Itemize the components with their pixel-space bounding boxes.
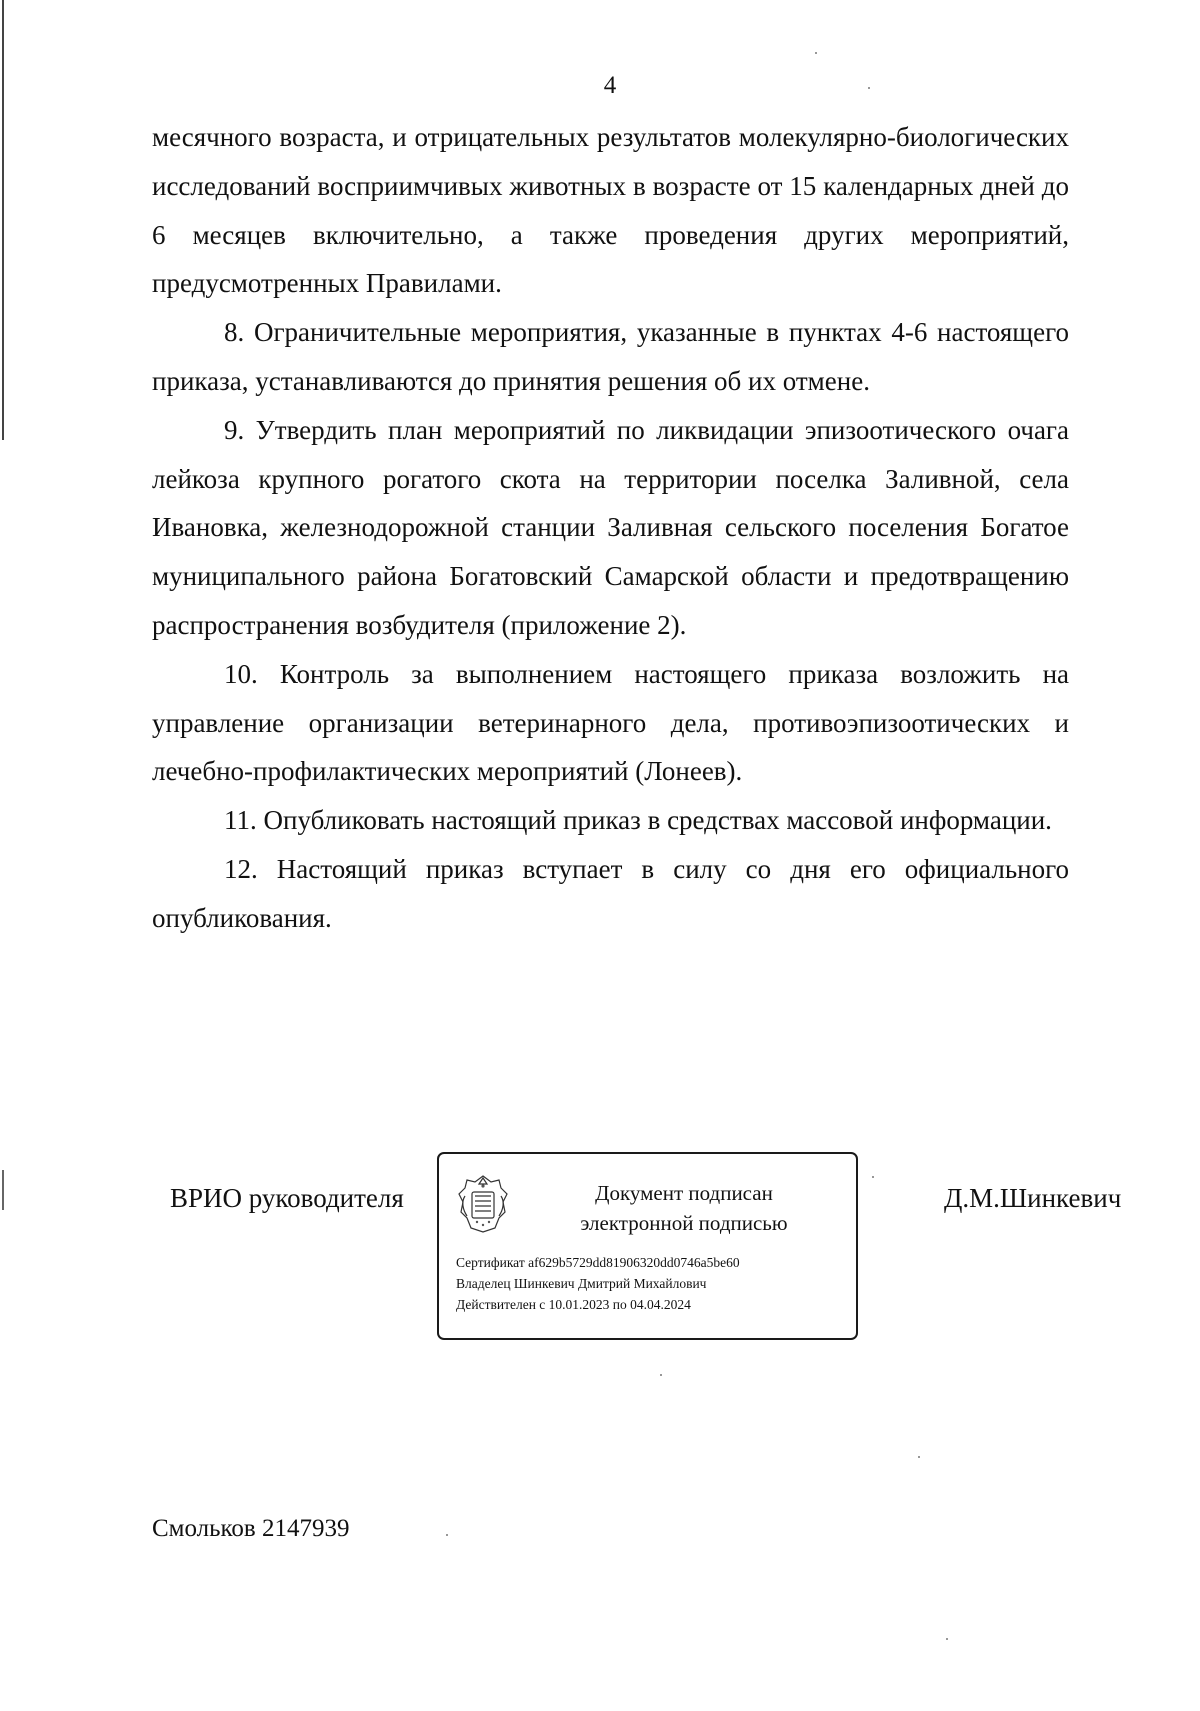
scan-edge — [2, 0, 4, 440]
paragraph-item-11: 11. Опубликовать настоящий приказ в средствах массовой информации. — [224, 805, 1052, 836]
stamp-title-line1: Документ подписан — [595, 1181, 773, 1205]
signatory-position: ВРИО руководителя — [170, 1183, 404, 1213]
stamp-certificate: Сертификат af629b5729dd81906320dd0746a5be60 — [456, 1255, 740, 1270]
stamp-validity: Действителен с 10.01.2023 по 04.04.2024 — [456, 1297, 691, 1312]
stamp-owner: Владелец Шинкевич Дмитрий Михайлович — [456, 1276, 707, 1291]
coat-of-arms-icon — [455, 1172, 511, 1236]
electronic-signature-stamp — [437, 1152, 858, 1340]
scan-speck — [872, 1176, 874, 1178]
document-body — [152, 113, 1069, 943]
scan-speck — [946, 1638, 948, 1640]
stamp-title — [529, 1178, 839, 1238]
scan-speck — [918, 1456, 920, 1458]
scan-edge — [2, 1170, 4, 1210]
scan-speck — [660, 1374, 662, 1376]
signatory-name: Д.М.Шинкевич — [944, 1183, 1122, 1213]
scan-speck — [868, 87, 870, 89]
stamp-title-line2: электронной подписью — [580, 1211, 788, 1235]
paragraph-item-8: 8. Ограничительные мероприятия, указанные в пунктах 4-6 настоящего приказа, устанавливаются до принятия решения об их отмене. — [152, 317, 1069, 396]
executor-note: Смольков 2147939 — [152, 1515, 350, 1542]
paragraph-continuation: месячного возраста, и отрицательных результатов молекулярно-биологических исследований восприимчивых животных в возрасте от 15 календарных дней до 6 месяцев включительно, а также проведения других мероприятий, предусмотренных Правилами. — [152, 122, 1069, 299]
stamp-details — [456, 1252, 740, 1315]
scan-speck — [815, 52, 817, 54]
page-number: 4 — [603, 72, 617, 99]
paragraph-item-9: 9. Утвердить план мероприятий по ликвидации эпизоотического очага лейкоза крупного рогатого скота на территории поселка Заливной, села Ивановка, железнодорожной станции Заливная сельского поселения Богатое муниципального района Богатовский Самарской области и предотвращению распространения возбудителя (приложение 2). — [152, 414, 1069, 640]
scan-speck — [446, 1534, 448, 1536]
paragraph-item-12: 12. Настоящий приказ вступает в силу со дня его официального опубликования. — [152, 853, 1069, 933]
paragraph-item-10: 10. Контроль за выполнением настоящего приказа возложить на управление организации ветеринарного дела, противоэпизоотических и лечебно-профилактических мероприятий (Лонеев). — [152, 658, 1069, 787]
